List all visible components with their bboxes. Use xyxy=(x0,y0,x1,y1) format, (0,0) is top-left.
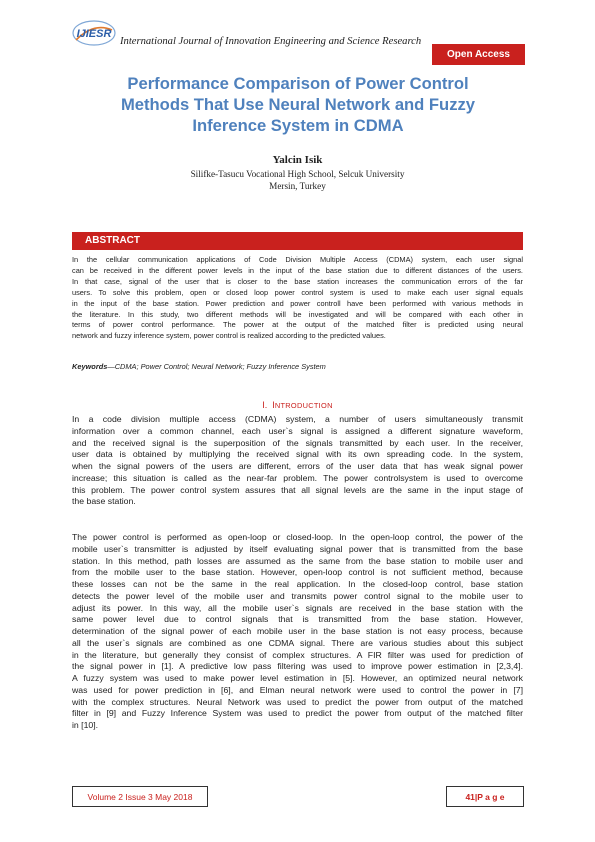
paper-title xyxy=(60,73,536,136)
paragraph-line: filter in [9] and Fuzzy Inference System was used to predict the power from output of the matched filter xyxy=(72,708,523,719)
paragraph-line: in [10]. xyxy=(72,720,99,730)
section-number: I. xyxy=(262,400,268,410)
title-line: Methods That Use Neural Network and Fuzzy xyxy=(120,95,476,114)
author-location: Mersin, Turkey xyxy=(269,181,326,191)
abstract-heading-bar xyxy=(72,232,523,250)
footer-volume: Volume 2 Issue 3 May 2018 xyxy=(72,786,208,807)
paragraph-line: station. In this method, path losses are assumed as the same from the base station to mobile user and xyxy=(72,555,523,566)
abstract-line: in the input of the base station. Power prediction and power controll have been performed with various methods in xyxy=(72,298,523,308)
paragraph-line: the base station. xyxy=(72,496,136,507)
keywords-list: —CDMA; Power Control; Neural Network; Fuzzy Inference System xyxy=(107,362,326,371)
intro-paragraph-2 xyxy=(72,532,523,732)
paragraph-line: information over a common channel, each user`s signal is assigned a different signature waveform, xyxy=(72,425,523,436)
abstract-line: terms of power control performance. The power at the output of the matched filter is predicted using neural xyxy=(72,320,523,330)
author-name: Yalcin Isik xyxy=(272,154,323,166)
section-heading xyxy=(0,400,595,410)
paragraph-line: when the signal powers of the users are different, errors of the user data that has weak signal power xyxy=(72,461,523,471)
paragraph-line: with the complex structures. Neural Network was used to predict the power from output of the matched xyxy=(72,696,523,707)
abstract-line: users. To solve this problem, open or closed loop power control system is used to make each user signal equals xyxy=(72,287,523,297)
paragraph-line: the signal power in [1]. A predictive low pass filtering was used to improve power estimation in [2,3,4]. xyxy=(72,661,523,672)
footer-page-number: 41|P a g e xyxy=(446,786,524,807)
abstract-line: In that case, signal of the user that is closer to the base station increases the communication errors of the far xyxy=(72,276,523,286)
author-affiliation: Silifke-Tasucu Vocational High School, Selcuk University xyxy=(190,169,405,179)
paragraph-line: and the received signal is the superposition of the signals transmitted by each user. In the receiver, xyxy=(72,437,523,448)
paragraph-line: In a code division multiple access (CDMA) system, a number of users simultaneously transmit xyxy=(72,414,523,424)
paragraph-line: all the user`s signals are combined as one CDMA signal. There are various studies about this subject xyxy=(72,637,523,648)
paragraph-line: The power control is performed as open-loop or closed-loop. In the open-loop control, the power of the xyxy=(72,532,523,542)
paragraph-line: increase; this situation is called as the near-far problem. The power controlsystem is used to overcome xyxy=(72,472,523,483)
paragraph-line: was used for power prediction in [6], and Elman neural network were used to control the power in [7] xyxy=(72,684,523,695)
keywords-label: Keywords xyxy=(72,362,108,371)
abstract-line: the literature. In this study, two different methods will be investigated and will be compared with each other in xyxy=(72,309,523,319)
abstract-line: In the cellular communication applications of Code Division Multiple Access (CDMA) system, each user signal xyxy=(72,255,523,264)
paragraph-line: this problem. The power control system assures that all signal levels are the same in the input stage of xyxy=(72,484,523,495)
section-title-rest: NTRODUCTION xyxy=(274,401,333,410)
section-title-initial: I xyxy=(272,400,275,410)
logo-text: IJIESR xyxy=(76,28,112,40)
paragraph-line: mobile user`s transmitter is adjusted by itself evaluating signal power that is transmitted from the base xyxy=(72,543,523,554)
intro-paragraph-1 xyxy=(72,414,523,508)
paragraph-line: from the mobile user to the base station. However, open-loop control is not sufficient method, because xyxy=(72,567,523,578)
abstract-heading: ABSTRACT xyxy=(85,235,140,246)
paragraph-line: in the literature, but generally they consist of complex structures. A FIR filter was used for prediction of xyxy=(72,649,523,660)
keywords xyxy=(72,362,523,371)
paragraph-line: same power level due to control signals that is transmitted from the base station. However, xyxy=(72,614,523,625)
abstract-text xyxy=(72,255,523,342)
paragraph-line: A fuzzy system was used to make power level estimation in [5]. However, an optimized neural network xyxy=(72,673,523,683)
paragraph-line: these losses can not be the same in the real application. In the closed-loop control, base station xyxy=(72,579,523,589)
paragraph-line: detects the power level of the mobile user and transmits power control signal to the mobile user to xyxy=(72,590,523,601)
title-line: Performance Comparison of Power Control xyxy=(127,74,469,93)
abstract-line: can be received in the different power levels in the input of the base station due to different distances of the users. xyxy=(72,265,523,275)
open-access-badge: Open Access xyxy=(432,44,525,65)
journal-name: International Journal of Innovation Engineering and Science Research xyxy=(120,36,422,47)
paragraph-line: determination of the signal power of each mobile user in the base station is not easy process, because xyxy=(72,626,523,636)
journal-logo-icon xyxy=(72,18,116,48)
paragraph-line: adjust its power. In this way, all the mobile user`s signals are received in the base station with the xyxy=(72,602,523,613)
title-line: Inference System in CDMA xyxy=(192,116,404,135)
abstract-line: network and fuzzy inference system, power control is realized according to the predicted values. xyxy=(72,331,386,341)
paragraph-line: user data is obtained by multiplying the received signal with its own spreading code. In the system, xyxy=(72,449,523,460)
